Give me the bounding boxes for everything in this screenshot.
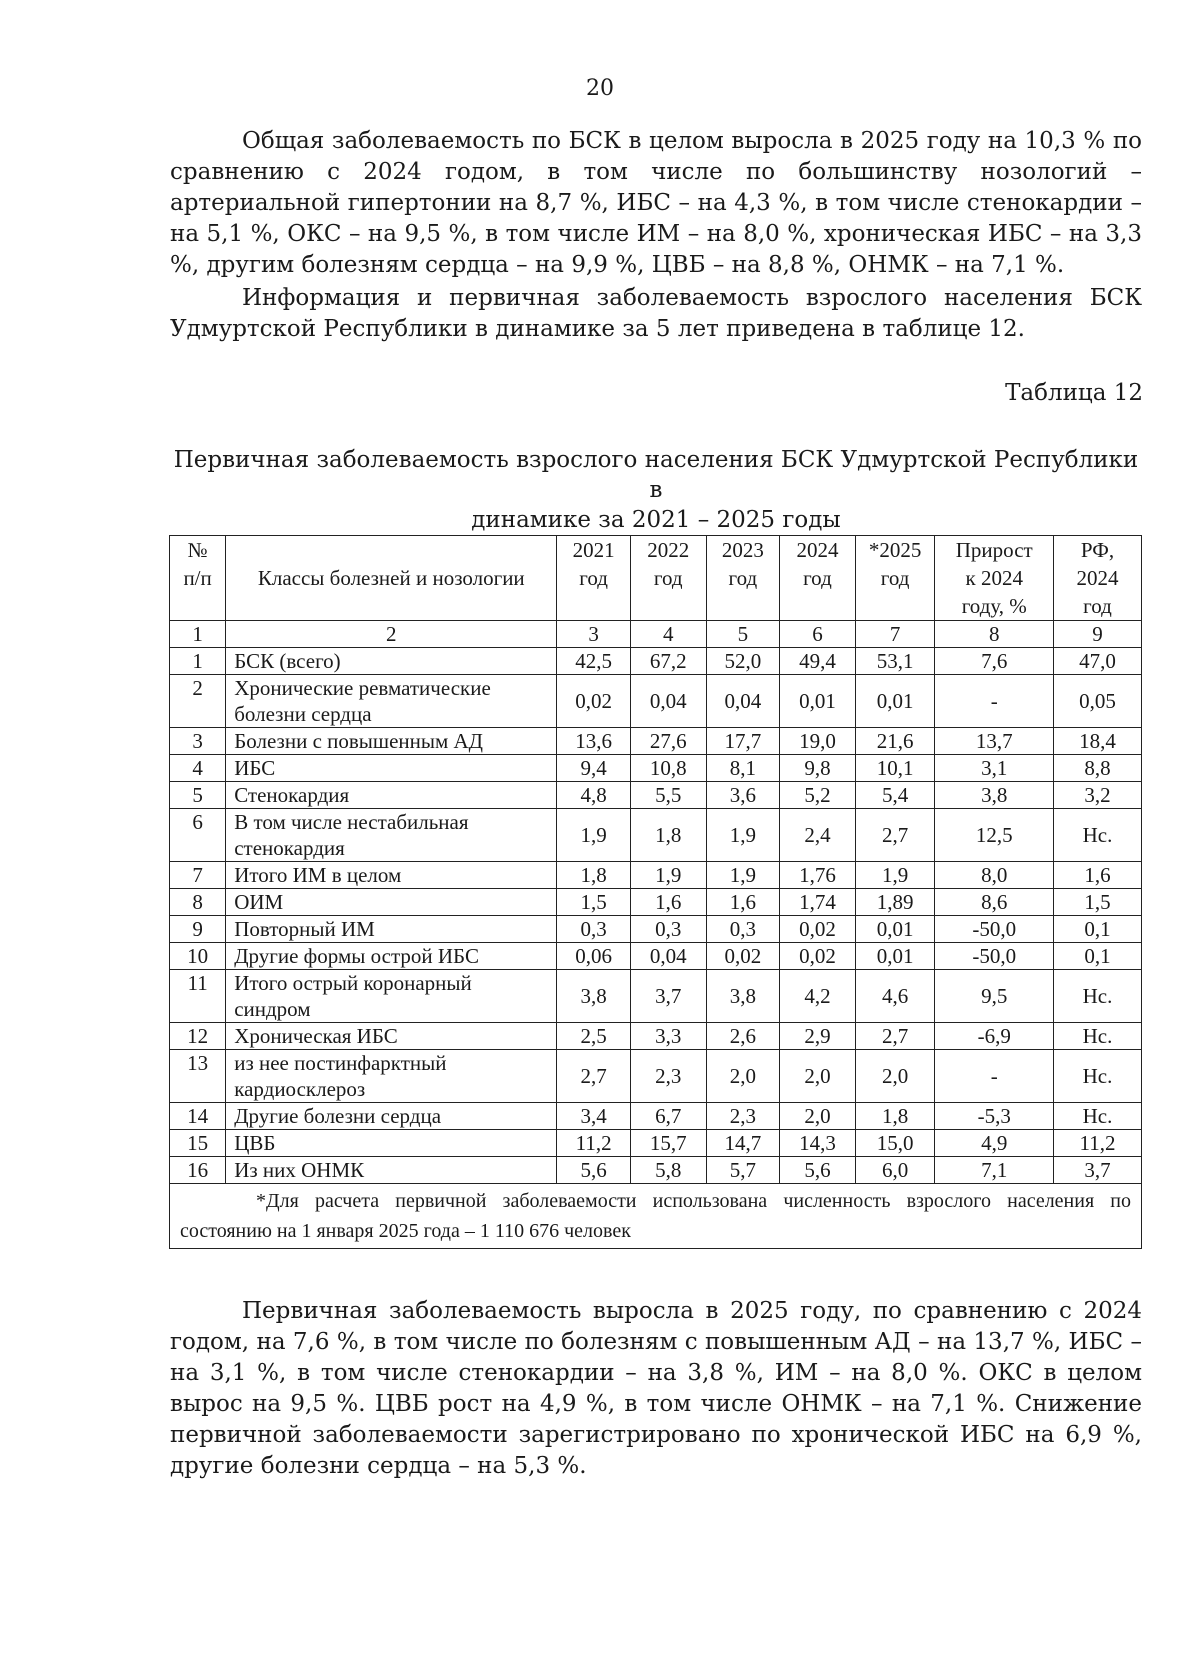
row-value: 0,3: [557, 916, 631, 943]
row-value: 0,3: [630, 916, 706, 943]
header-line: год: [1083, 594, 1112, 618]
row-value: 4,9: [935, 1130, 1054, 1157]
row-disease-name: Повторный ИМ: [226, 916, 557, 943]
header-2021: [557, 536, 631, 621]
header-line: год: [728, 566, 758, 590]
row-value: 0,3: [706, 916, 780, 943]
table-row: [170, 1130, 1142, 1157]
table-row: [170, 675, 1142, 728]
row-value: 9,5: [935, 970, 1054, 1023]
row-value: 1,9: [557, 809, 631, 862]
row-value: 2,7: [855, 809, 935, 862]
row-value: 0,02: [780, 943, 856, 970]
row-value: Нс.: [1054, 809, 1142, 862]
table-title: [170, 445, 1142, 535]
row-value: 1,6: [630, 889, 706, 916]
row-value: 2,0: [780, 1103, 856, 1130]
row-value: 42,5: [557, 648, 631, 675]
table-row: [170, 970, 1142, 1023]
table-row: [170, 648, 1142, 675]
header-line: к 2024: [965, 566, 1023, 590]
row-value: 21,6: [855, 728, 935, 755]
row-value: 19,0: [780, 728, 856, 755]
column-number: 8: [935, 621, 1054, 648]
table-header-row: [170, 536, 1142, 621]
row-value: 1,9: [706, 809, 780, 862]
column-number: 7: [855, 621, 935, 648]
footnote-row: [170, 1184, 1142, 1249]
table-title-line-2: динамике за 2021 – 2025 годы: [471, 507, 841, 533]
header-line: год: [803, 566, 832, 590]
row-number: 15: [170, 1130, 226, 1157]
row-value: 1,5: [557, 889, 631, 916]
header-line: 2022: [647, 538, 690, 562]
row-value: 0,1: [1054, 916, 1142, 943]
row-number: 16: [170, 1157, 226, 1184]
row-value: 49,4: [780, 648, 856, 675]
row-value: 9,4: [557, 755, 631, 782]
header-name: Классы болезней и нозологии: [226, 536, 557, 621]
row-value: 27,6: [630, 728, 706, 755]
row-disease-name: В том числе нестабильная стенокардия: [226, 809, 557, 862]
row-value: 5,5: [630, 782, 706, 809]
row-value: 8,8: [1054, 755, 1142, 782]
row-value: 9,8: [780, 755, 856, 782]
row-disease-name: ЦВБ: [226, 1130, 557, 1157]
table-row: [170, 916, 1142, 943]
row-value: 1,9: [630, 862, 706, 889]
row-value: 15,0: [855, 1130, 935, 1157]
column-number: 9: [1054, 621, 1142, 648]
row-value: 1,76: [780, 862, 856, 889]
header-num-line: п/п: [183, 566, 212, 590]
row-disease-name: ОИМ: [226, 889, 557, 916]
table-row: [170, 755, 1142, 782]
row-value: 1,74: [780, 889, 856, 916]
row-disease-name: Итого острый коронарный синдром: [226, 970, 557, 1023]
row-value: 11,2: [557, 1130, 631, 1157]
paragraph-general-morbidity: Общая заболеваемость по БСК в целом выросла в 2025 году на 10,3 % по сравнению с 2024 годом, в том числе по большинству нозологий – артериальной гипертонии на 8,7 %, ИБС – на 4,3 %, в том числе стенокардии – на 5,1 %, ОКС – на 9,5 %, в том числе ИМ – на 8,0 %, хроническая ИБС – на 3,3 %, другим болезням сердца – на 9,9 %, ЦВБ – на 8,8 %, ОНМК – на 7,1 %.: [170, 128, 1142, 278]
row-value: 52,0: [706, 648, 780, 675]
row-value: 15,7: [630, 1130, 706, 1157]
row-value: 47,0: [1054, 648, 1142, 675]
row-number: 5: [170, 782, 226, 809]
table-row: [170, 1157, 1142, 1184]
row-value: 2,7: [855, 1023, 935, 1050]
row-value: 0,02: [780, 916, 856, 943]
header-line: год: [653, 566, 683, 590]
row-value: 2,0: [855, 1050, 935, 1103]
row-disease-name: Другие формы острой ИБС: [226, 943, 557, 970]
row-value: 10,1: [855, 755, 935, 782]
row-value: Нс.: [1054, 970, 1142, 1023]
row-value: 3,8: [557, 970, 631, 1023]
row-value: 8,0: [935, 862, 1054, 889]
row-disease-name: Болезни с повышенным АД: [226, 728, 557, 755]
row-value: 1,8: [855, 1103, 935, 1130]
row-value: 3,7: [630, 970, 706, 1023]
row-value: 13,7: [935, 728, 1054, 755]
table-row: [170, 782, 1142, 809]
row-value: 0,04: [630, 943, 706, 970]
row-value: 3,2: [1054, 782, 1142, 809]
row-number: 9: [170, 916, 226, 943]
row-value: 18,4: [1054, 728, 1142, 755]
column-number: 6: [780, 621, 856, 648]
row-value: 2,0: [706, 1050, 780, 1103]
row-value: 0,01: [855, 675, 935, 728]
row-value: 7,6: [935, 648, 1054, 675]
column-number: 1: [170, 621, 226, 648]
table-row: [170, 862, 1142, 889]
header-2024: [780, 536, 856, 621]
row-value: -50,0: [935, 916, 1054, 943]
footnote-text: *Для расчета первичной заболеваемости использована численность взрослого населения по состоянию на 1 января 2025 года – 1 110 676 человек: [180, 1190, 1131, 1242]
row-value: 2,3: [630, 1050, 706, 1103]
row-value: 4,6: [855, 970, 935, 1023]
row-value: 14,3: [780, 1130, 856, 1157]
row-value: 3,7: [1054, 1157, 1142, 1184]
row-disease-name: из нее постинфарктный кардиосклероз: [226, 1050, 557, 1103]
row-number: 11: [170, 970, 226, 1023]
paragraph-primary-morbidity: Первичная заболеваемость выросла в 2025 году, по сравнению с 2024 годом, на 7,6 %, в том числе по болезням с повышенным АД – на 13,7 %, ИБС – на 3,1 %, в том числе стенокардии – на 3,8 %, ИМ – на 8,0 %. ОКС в целом вырос на 9,5 %. ЦВБ рост на 4,9 %, в том числе ОНМК – на 7,1 %. Снижение первичной заболеваемости зарегистрировано по хронической ИБС на 6,9 %, другие болезни сердца – на 5,3 %.: [170, 1298, 1142, 1479]
row-value: Нс.: [1054, 1103, 1142, 1130]
row-value: -6,9: [935, 1023, 1054, 1050]
row-value: 8,1: [706, 755, 780, 782]
table-row: [170, 1103, 1142, 1130]
row-number: 2: [170, 675, 226, 728]
column-number: 2: [226, 621, 557, 648]
row-number: 4: [170, 755, 226, 782]
row-value: 6,7: [630, 1103, 706, 1130]
row-value: 5,6: [780, 1157, 856, 1184]
row-value: 5,7: [706, 1157, 780, 1184]
row-disease-name: Стенокардия: [226, 782, 557, 809]
row-value: 12,5: [935, 809, 1054, 862]
header-line: *2025: [868, 538, 922, 562]
row-value: -50,0: [935, 943, 1054, 970]
row-disease-name: ИБС: [226, 755, 557, 782]
row-value: 0,05: [1054, 675, 1142, 728]
row-value: 8,6: [935, 889, 1054, 916]
row-value: 1,89: [855, 889, 935, 916]
table-row: [170, 1023, 1142, 1050]
row-value: 5,8: [630, 1157, 706, 1184]
row-value: -: [935, 1050, 1054, 1103]
row-value: 6,0: [855, 1157, 935, 1184]
header-line: году, %: [961, 594, 1027, 618]
table-row: [170, 889, 1142, 916]
row-number: 7: [170, 862, 226, 889]
row-value: 0,1: [1054, 943, 1142, 970]
row-value: 2,7: [557, 1050, 631, 1103]
page-number: 20: [586, 76, 614, 101]
row-value: 1,8: [557, 862, 631, 889]
header-line: Прирост: [955, 538, 1033, 562]
row-number: 14: [170, 1103, 226, 1130]
row-value: 0,02: [706, 943, 780, 970]
row-value: 2,0: [780, 1050, 856, 1103]
row-value: Нс.: [1054, 1050, 1142, 1103]
row-value: 7,1: [935, 1157, 1054, 1184]
row-value: 11,2: [1054, 1130, 1142, 1157]
row-value: 10,8: [630, 755, 706, 782]
column-number: 4: [630, 621, 706, 648]
row-value: 0,01: [855, 943, 935, 970]
row-value: 3,3: [630, 1023, 706, 1050]
footnote-cell: [170, 1184, 1142, 1249]
header-rf: [1054, 536, 1142, 621]
row-value: 4,2: [780, 970, 856, 1023]
row-value: 1,6: [1054, 862, 1142, 889]
row-number: 6: [170, 809, 226, 862]
row-value: 17,7: [706, 728, 780, 755]
row-value: -: [935, 675, 1054, 728]
row-value: 0,04: [630, 675, 706, 728]
row-number: 10: [170, 943, 226, 970]
row-value: 3,8: [935, 782, 1054, 809]
row-number: 13: [170, 1050, 226, 1103]
row-value: 3,1: [935, 755, 1054, 782]
table-row: [170, 1050, 1142, 1103]
header-num-line: №: [187, 538, 208, 562]
header-line: год: [880, 566, 910, 590]
row-value: 3,6: [706, 782, 780, 809]
row-value: 0,01: [855, 916, 935, 943]
column-number: 5: [706, 621, 780, 648]
row-value: 53,1: [855, 648, 935, 675]
header-line: РФ,: [1080, 538, 1115, 562]
row-value: -5,3: [935, 1103, 1054, 1130]
row-value: 5,2: [780, 782, 856, 809]
row-value: 2,3: [706, 1103, 780, 1130]
header-num: [170, 536, 226, 621]
row-number: 12: [170, 1023, 226, 1050]
row-disease-name: Итого ИМ в целом: [226, 862, 557, 889]
row-value: 67,2: [630, 648, 706, 675]
header-line: 2023: [721, 538, 764, 562]
column-number-row: [170, 621, 1142, 648]
header-growth: [935, 536, 1054, 621]
row-value: 2,6: [706, 1023, 780, 1050]
header-line: 2024: [1076, 566, 1119, 590]
row-disease-name: Хронические ревматические болезни сердца: [226, 675, 557, 728]
table-row: [170, 943, 1142, 970]
table-title-line-1: Первичная заболеваемость взрослого населения БСК Удмуртской Республики в: [173, 447, 1139, 503]
header-2025: [855, 536, 935, 621]
row-disease-name: Другие болезни сердца: [226, 1103, 557, 1130]
row-value: 2,4: [780, 809, 856, 862]
row-value: 2,5: [557, 1023, 631, 1050]
row-value: 1,9: [855, 862, 935, 889]
row-value: 0,04: [706, 675, 780, 728]
header-line: 2024: [796, 538, 839, 562]
row-value: 0,01: [780, 675, 856, 728]
row-value: 0,02: [557, 675, 631, 728]
header-2023: [706, 536, 780, 621]
paragraph-table-intro: Информация и первичная заболеваемость взрослого населения БСК Удмуртской Республики в динамике за 5 лет приведена в таблице 12.: [170, 285, 1142, 342]
row-value: 1,5: [1054, 889, 1142, 916]
row-value: 5,4: [855, 782, 935, 809]
row-value: 3,4: [557, 1103, 631, 1130]
row-number: 8: [170, 889, 226, 916]
row-value: 0,06: [557, 943, 631, 970]
row-value: 14,7: [706, 1130, 780, 1157]
row-value: 1,8: [630, 809, 706, 862]
table-label: Таблица 12: [1005, 380, 1143, 406]
row-number: 3: [170, 728, 226, 755]
row-value: 5,6: [557, 1157, 631, 1184]
table-row: [170, 728, 1142, 755]
header-line: 2021: [572, 538, 615, 562]
table-row: [170, 809, 1142, 862]
row-disease-name: Из них ОНМК: [226, 1157, 557, 1184]
morbidity-table: [169, 535, 1142, 1249]
row-value: 2,9: [780, 1023, 856, 1050]
row-number: 1: [170, 648, 226, 675]
row-disease-name: Хроническая ИБС: [226, 1023, 557, 1050]
row-value: Нс.: [1054, 1023, 1142, 1050]
row-value: 4,8: [557, 782, 631, 809]
row-value: 3,8: [706, 970, 780, 1023]
row-value: 1,6: [706, 889, 780, 916]
header-line: год: [579, 566, 608, 590]
row-disease-name: БСК (всего): [226, 648, 557, 675]
row-value: 1,9: [706, 862, 780, 889]
header-2022: [630, 536, 706, 621]
row-value: 13,6: [557, 728, 631, 755]
column-number: 3: [557, 621, 631, 648]
